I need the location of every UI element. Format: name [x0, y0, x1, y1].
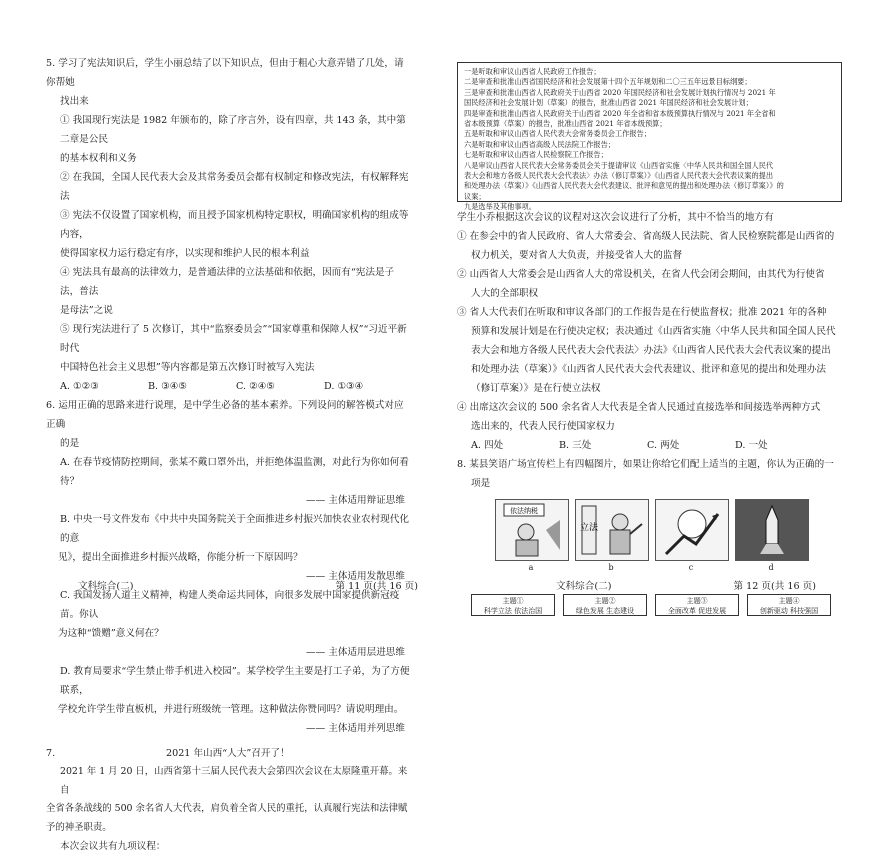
q5-item-line: 是母法”之说: [60, 305, 113, 316]
theme-4: [747, 594, 831, 616]
question-5: [46, 54, 413, 396]
footer-left: [78, 578, 418, 592]
q7-number: 7.: [46, 748, 56, 759]
q8-stem-line-2: 项是: [471, 478, 491, 489]
q5-item-line: ② 在我国，全国人民代表大会及其常务委员会都有权制定和修改宪法，有权解释宪法: [60, 172, 409, 202]
q7-point-line: 人大的全部职权: [471, 288, 539, 299]
picture-a-caption: 依法纳税: [510, 507, 538, 515]
footer-right: [556, 578, 816, 592]
q7-point-line: 权力机关，要对省人大负责，并接受省人大的监督: [471, 250, 683, 261]
q5-item-line: 的基本权利和义务: [60, 153, 137, 164]
agenda-line: 和处理办法（草案）》《山西省人民代表大会代表建议、批评和意见的提出和处理办法（修订草案）》的: [464, 181, 784, 191]
q5-item-line: ③ 宪法不仅设置了国家机构，而且授予国家机构特定职权，明确国家机构的组成等内容，: [60, 210, 409, 240]
q7-choices: [457, 436, 842, 455]
q5-choices: [46, 377, 413, 396]
footer-subject: 文科综合(二): [556, 581, 612, 592]
agenda-line: 议案；: [464, 191, 486, 201]
picture-b-cell: [575, 499, 649, 572]
q7-news-line: 予的神圣职责。: [46, 821, 112, 833]
theme-1: [471, 594, 555, 616]
right-page: [435, 0, 870, 614]
q5-item-line: ④ 宪法具有最高的法律效力，是普通法律的立法基础和依据，因而有“宪法是子法，普法: [60, 267, 395, 297]
agenda-line: 表大会和地方各级人民代表大会代表法〉办法（修订草案）》《山西省人民代表大会代表议案的提出: [464, 171, 774, 181]
q5-item-line: 使得国家权力运行稳定有序，以实现和维护人民的根本利益: [60, 248, 310, 259]
choice-c[interactable]: C. 两处: [647, 440, 680, 451]
q8-pictures: [495, 499, 842, 572]
q5-stem-line-1: 5. 学习了宪法知识后，学生小丽总结了以下知识点，但由于粗心大意弄错了几处，请你帮她: [46, 58, 404, 88]
agenda-line: 六是听取和审议山西省高级人民法院工作报告；: [464, 139, 615, 149]
choice-d[interactable]: D. ①③④: [324, 381, 364, 392]
agenda-line: 一是听取和审议山西省人民政府工作报告；: [464, 67, 601, 76]
q5-item-line: ① 我国现行宪法是 1982 年颁布的，除了序言外，设有四章，共 143 条，其中第二章是公民: [60, 115, 406, 145]
agenda-line: 九是选举及其他事项。: [464, 202, 536, 212]
q7-point-line: 表大会和地方各级人民代表大会代表法〉办法》《山西省人民代表大会代表议案的提出: [471, 345, 831, 356]
theme-2: [563, 594, 647, 616]
picture-b: [575, 499, 649, 561]
q7-news-line: 2021 年 1 月 20 日，山西省第十三届人民代表大会第四次会议在太原隆重开幕。来自: [60, 766, 408, 796]
q7-point-line: 和处理办法（草案）》《山西省人民代表大会代表建议、批评和意见的提出和处理办法: [471, 364, 826, 375]
choice-b[interactable]: B. 三处: [559, 440, 592, 451]
theme-text: 全面改革 促进发展: [667, 607, 727, 615]
q6-stem-line-2: 的是: [60, 438, 80, 449]
choice-c[interactable]: C. ②④⑤: [236, 381, 275, 392]
q7-point-line: ④ 出席这次会议的 500 余名省人大代表是全省人民通过直接选举和间接选举两种方式: [457, 402, 821, 413]
space-rocket-icon: [736, 500, 808, 560]
theme-title: 主题①: [502, 597, 524, 605]
q6-option-c[interactable]: C. 我国发扬人道主义精神，构建人类命运共同体，向很多发展中国家提供新冠疫苗。你认: [60, 590, 400, 620]
q8-themes: [471, 594, 842, 616]
q6-option-b-cont: 见》，提出全面推进乡村振兴战略，你能分析一下原因吗？: [58, 552, 303, 563]
agenda-line: 四是审查和批准山西省人民政府关于山西省 2020 年全省和省本级预算执行情况与 2021 年全省和: [464, 108, 776, 118]
question-6: [46, 396, 413, 738]
theme-title: 主题②: [594, 597, 616, 605]
left-page: [0, 0, 435, 852]
q7-analysis-intro: 学生小乔根据这次会议的议程对这次会议进行了分析，其中不恰当的地方有: [457, 212, 774, 223]
q5-item-line: ⑤ 现行宪法进行了 5 次修订，其中“监察委员会”“国家尊重和保障人权”“习近平新时代: [60, 324, 407, 354]
theme-title: 主题④: [778, 597, 800, 605]
q8-stem-line-1: 8. 某县笑语广场宣传栏上有四幅图片，如果让你给它们配上适当的主题，你认为正确的一: [457, 459, 834, 470]
q6-option-d-cont: 学校允许学生带直板机，并进行班级统一管理。这种做法你赞同吗？请说明理由。: [58, 704, 404, 715]
q6-option-d-sign: —— 主体适用并列思维: [306, 723, 405, 734]
theme-text: 创新驱动 科技强国: [759, 607, 819, 615]
legislation-cartoon-icon: [576, 500, 648, 560]
picture-c-cell: [655, 499, 729, 572]
q7-point-line: （修订草案）》是在行使立法权: [471, 383, 601, 394]
picture-a: [495, 499, 569, 561]
picture-b-caption: 立法: [579, 523, 599, 533]
q6-option-a[interactable]: A. 在春节疫情防控期间，张某不戴口罩外出，并拒绝体温监测，对此行为你如何看待？: [60, 457, 409, 487]
theme-3: [655, 594, 739, 616]
agenda-line: 五是听取和审议山西省人民代表大会常务委员会工作报告；: [464, 129, 651, 139]
reform-growth-icon: [656, 500, 728, 560]
q7-headline: 2021 年山西“人大”召开了！: [166, 748, 290, 759]
agenda-line: 八是审议山西省人民代表大会常务委员会关于提请审议《山西省实施〈中华人民共和国全国人民代: [464, 160, 774, 170]
q7-title-row: [46, 744, 413, 763]
theme-title: 主题③: [686, 597, 708, 605]
choice-b[interactable]: B. ③④⑤: [148, 381, 187, 392]
theme-text: 绿色发展 生态建设: [575, 607, 635, 615]
picture-a-cell: [495, 499, 569, 572]
agenda-line: 省本级预算（草案）的报告，批准山西省 2021 年省本级预算；: [464, 119, 667, 129]
q7-point-line: ③ 省人大代表们在听取和审议各部门的工作报告是在行使监督权；批准 2021 年的各种: [457, 307, 827, 318]
picture-b-label: b: [608, 563, 614, 572]
agenda-line: 二是审查和批准山西省国民经济和社会发展第十四个五年规划和二〇三五年远景目标纲要；: [464, 77, 752, 87]
agenda-line: 三是审查和批准山西省人民政府关于山西省 2020 年国民经济和社会发展计划执行情况与 2021 年: [464, 87, 776, 97]
q6-option-c-cont: 为这种“馈赠”意义何在？: [58, 628, 164, 639]
picture-a-label: a: [528, 563, 534, 572]
tax-cartoon-icon: [496, 500, 568, 560]
q6-stem-line-1: 6. 运用正确的思路来进行说理，是中学生必备的基本素养。下列设问的解答模式对应正确: [46, 400, 404, 430]
q7-agenda-intro: 本次会议共有九项议程：: [60, 841, 166, 852]
q5-item-line: 中国特色社会主义思想”等内容都是第五次修订时被写入宪法: [60, 362, 315, 373]
q6-option-b[interactable]: B. 中央一号文件发布《中共中央国务院关于全面推进乡村振兴加快农业农村现代化的意: [60, 514, 409, 544]
footer-subject: 文科综合(二): [78, 581, 134, 592]
q5-stem-line-2: 找出来: [60, 96, 89, 107]
footer-page-number: 第 11 页(共 16 页): [335, 581, 418, 592]
theme-text: 科学立法 依法治国: [483, 607, 543, 615]
agenda-line: 国民经济和社会发展计划（草案）的报告，批准山西省 2021 年国民经济和社会发展计划；: [464, 98, 753, 108]
q7-news: [46, 763, 413, 837]
choice-a[interactable]: A. ①②③: [60, 381, 99, 392]
q7-point-line: 预算和发展计划是在行使决定权；表决通过《山西省实施〈中华人民共和国全国人民代: [471, 326, 836, 337]
question-7: [46, 744, 413, 856]
q7-point-line: 选出来的，代表人民行使国家权力: [471, 421, 615, 432]
q7-point-line: ② 山西省人大常委会是山西省人大的常设机关，在省人代会闭会期间，由其代为行使省: [457, 269, 825, 280]
picture-d: [735, 499, 809, 561]
q6-option-a-sign: —— 主体适用辩证思维: [306, 495, 405, 506]
agenda-box: [457, 62, 842, 212]
q6-option-d[interactable]: D. 教育局要求“学生禁止带手机进入校园”。某学校学生主要是打工子弟，为了方便联系，: [60, 666, 410, 696]
agenda-line: 七是听取和审议山西省人民检察院工作报告；: [464, 150, 608, 160]
q6-option-b-sign: —— 主体适用发散思维: [306, 571, 405, 582]
choice-d[interactable]: D. 一处: [735, 440, 768, 451]
q7-point-line: ① 在参会中的省人民政府、省人大常委会、省高级人民法院、省人民检察院都是山西省的: [457, 231, 835, 242]
choice-a[interactable]: A. 四处: [471, 440, 504, 451]
q6-option-c-sign: —— 主体适用层进思维: [306, 647, 405, 658]
question-7-analysis: [457, 208, 842, 493]
footer-page-number: 第 12 页(共 16 页): [733, 581, 816, 592]
picture-d-cell: [735, 499, 809, 572]
picture-d-label: d: [768, 563, 774, 572]
picture-c: [655, 499, 729, 561]
picture-c-label: c: [688, 563, 694, 572]
q7-news-line: 全省各条战线的 500 余名省人大代表，肩负着全省人民的重托，认真履行宪法和法律赋: [46, 803, 408, 814]
